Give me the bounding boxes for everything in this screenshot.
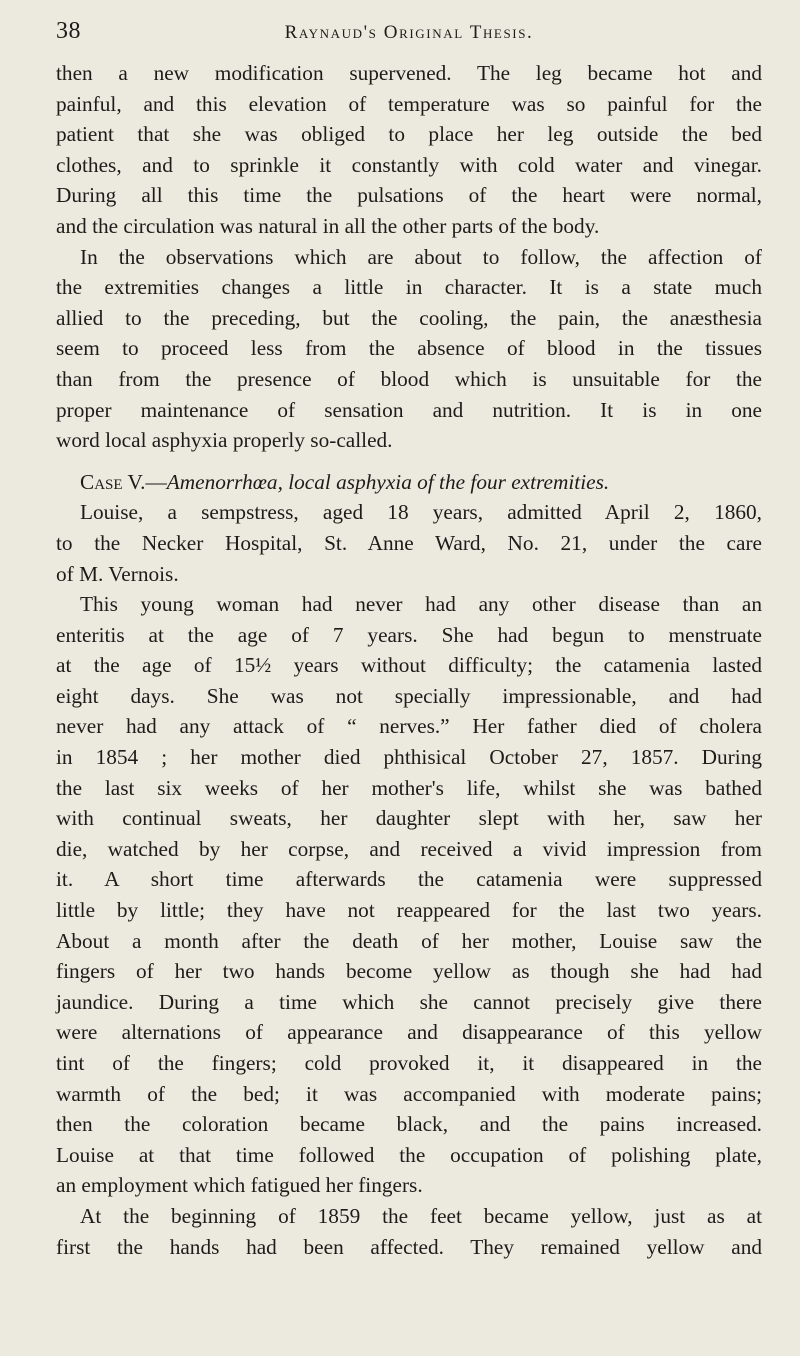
text-line: patient that she was obliged to place her leg outside the bed xyxy=(56,122,762,147)
paragraph xyxy=(56,589,762,1201)
text-line: tint of the fingers; cold provoked it, it disappeared in the xyxy=(56,1051,762,1075)
text-line: eight days. She was not specially impressionable, and had xyxy=(56,683,762,708)
paragraph xyxy=(56,497,762,589)
text-line: painful, and this elevation of temperature was so painful for the xyxy=(56,91,762,116)
text-line: fingers of her two hands become yellow as though she had had xyxy=(56,959,762,984)
text-line: and the circulation was natural in all the other parts of the body. xyxy=(56,213,600,238)
page-body xyxy=(56,58,762,1262)
text-line: allied to the preceding, but the cooling, the pain, the anæsthesia xyxy=(56,305,762,330)
text-line: die, watched by her corpse, and received a vivid impression from xyxy=(56,836,762,861)
page-header xyxy=(56,18,762,58)
section-gap xyxy=(56,456,762,467)
page-number: 38 xyxy=(56,18,81,44)
text-line: This young woman had never had any other disease than an xyxy=(80,592,762,617)
text-line: About a month after the death of her mother, Louise saw the xyxy=(56,928,762,953)
text-line: seem to proceed less from the absence of blood in the tissues xyxy=(56,336,762,361)
text-line: were alternations of appearance and disappearance of this yellow xyxy=(56,1020,762,1045)
case-heading xyxy=(56,467,762,498)
case-title: Amenorrhœa, local asphyxia of the four extremities. xyxy=(166,469,610,494)
case-dash: — xyxy=(145,469,167,494)
text-line: an employment which fatigued her fingers. xyxy=(56,1173,423,1198)
text-line: At the beginning of 1859 the feet became yellow, just as at xyxy=(80,1203,762,1228)
text-line: at the age of 15½ years without difficulty; the catamenia lasted xyxy=(56,653,762,678)
text-line: the last six weeks of her mother's life, whilst she was bathed xyxy=(56,775,762,800)
text-line: it. A short time afterwards the catamenia were suppressed xyxy=(56,867,762,892)
text-line: jaundice. During a time which she cannot precisely give there xyxy=(56,989,762,1014)
paragraph xyxy=(56,58,762,242)
text-line: enteritis at the age of 7 years. She had begun to menstruate xyxy=(56,622,762,647)
text-line: the extremities changes a little in character. It is a state much xyxy=(56,275,762,300)
text-line: then a new modification supervened. The leg became hot and xyxy=(56,61,762,85)
text-line: clothes, and to sprinkle it constantly with cold water and vinegar. xyxy=(56,152,762,177)
text-line: proper maintenance of sensation and nutrition. It is in one xyxy=(56,397,762,422)
text-line: In the observations which are about to follow, the affection of xyxy=(80,244,762,269)
text-line: to the Necker Hospital, St. Anne Ward, No. 21, under the care xyxy=(56,530,762,555)
text-line: then the coloration became black, and the pains increased. xyxy=(56,1112,762,1137)
text-line: with continual sweats, her daughter slept with her, saw her xyxy=(56,806,762,831)
text-line: warmth of the bed; it was accompanied with moderate pains; xyxy=(56,1081,762,1106)
text-line: Louise, a sempstress, aged 18 years, admitted April 2, 1860, xyxy=(80,500,762,525)
text-line: of M. Vernois. xyxy=(56,561,179,586)
running-head: Raynaud's Original Thesis. xyxy=(284,22,534,43)
text-line: first the hands had been affected. They remained yellow and xyxy=(56,1234,762,1259)
text-line: Louise at that time followed the occupation of polishing plate, xyxy=(56,1142,762,1167)
text-line: word local asphyxia properly so-called. xyxy=(56,428,393,453)
paragraph xyxy=(56,242,762,456)
text-line: in 1854 ; her mother died phthisical October 27, 1857. During xyxy=(56,745,762,770)
text-line: than from the presence of blood which is unsuitable for the xyxy=(56,366,762,391)
text-line: little by little; they have not reappeared for the last two years. xyxy=(56,898,762,923)
text-line: never had any attack of “ nerves.” Her father died of cholera xyxy=(56,714,762,739)
paragraph xyxy=(56,1201,762,1262)
case-label: Case V. xyxy=(80,469,146,494)
text-line: During all this time the pulsations of the heart were normal, xyxy=(56,183,762,208)
